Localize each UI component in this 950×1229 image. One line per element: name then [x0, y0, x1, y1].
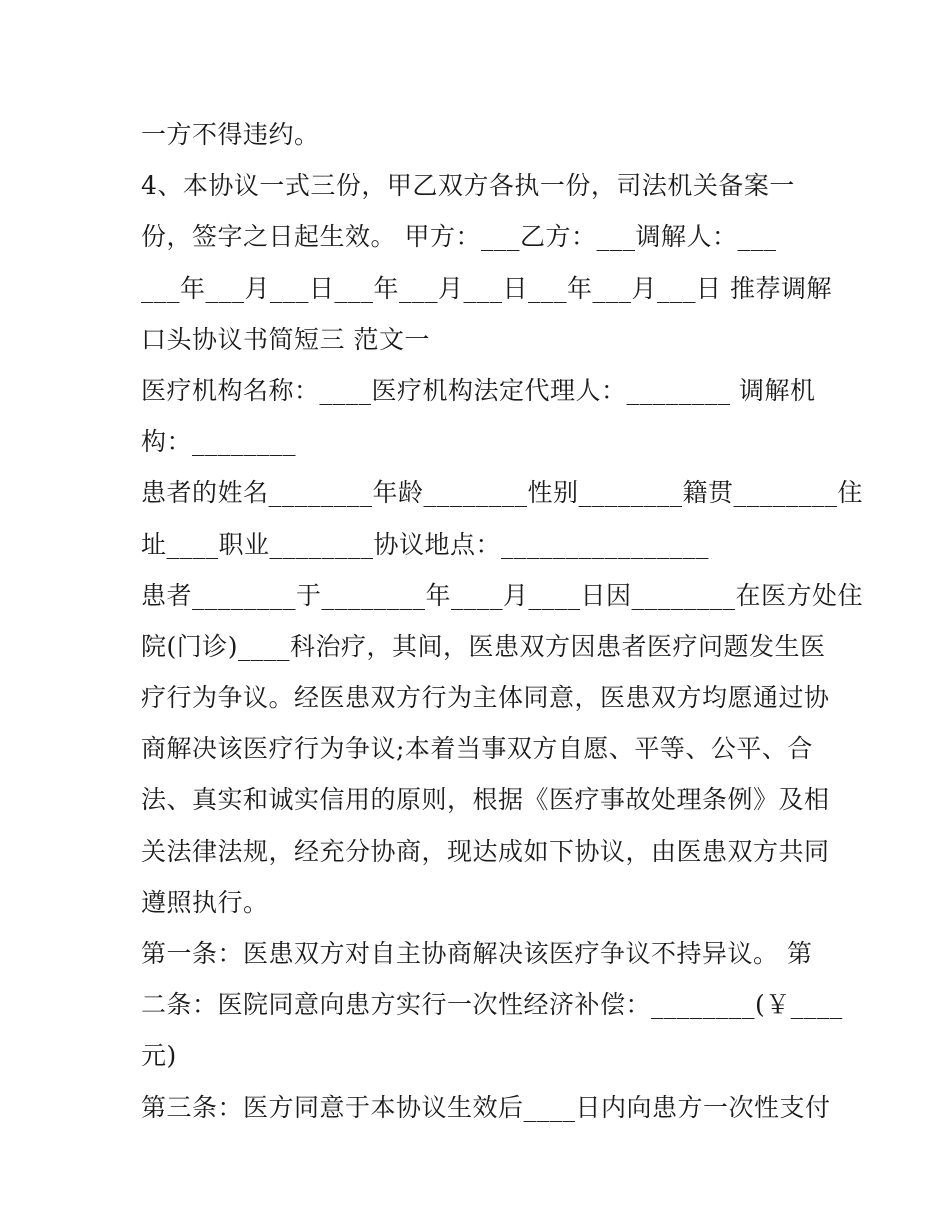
text-line: 元)	[141, 1041, 177, 1071]
text-line: 份，签字之日起生效。 甲方：___乙方：___调解人：___	[141, 222, 777, 252]
text-line: 商解决该医疗行为争议;本着当事双方自愿、平等、公平、合	[141, 734, 813, 764]
text-line: 二条：医院同意向患方实行一次性经济补偿：________(￥____	[141, 990, 843, 1020]
text-line: 4、本协议一式三份，甲乙双方各执一份，司法机关备案一	[141, 171, 795, 201]
text-line: 医疗机构名称：____医疗机构法定代理人：________ 调解机	[141, 375, 816, 405]
text-line: 患者________于________年____月____日因________在医方处住	[141, 580, 864, 610]
text-line: 院(门诊)____科治疗，其间，医患双方因患者医疗问题发生医	[141, 631, 826, 661]
document-body	[141, 109, 864, 1133]
text-line: 址____职业________协议地点：________________	[141, 529, 710, 559]
text-line: 患者的姓名________年龄________性别________籍贯________住	[141, 478, 864, 508]
text-line: 关法律法规，经充分协商，现达成如下协议，由医患双方共同	[141, 836, 830, 866]
text-line: 遵照执行。	[141, 887, 269, 917]
text-line: 口头协议书简短三 范文一	[141, 324, 430, 354]
text-line: 第一条：医患双方对自主协商解决该医疗争议不持异议。 第	[141, 939, 813, 968]
text-line: 一方不得违约。	[141, 120, 320, 149]
text-line: 疗行为争议。经医患双方行为主体同意，医患双方均愿通过协	[141, 683, 830, 713]
text-line: ___年___月___日___年___月___日___年___月___日 推荐调解	[141, 273, 832, 303]
text-line: 第三条：医方同意于本协议生效后____日内向患方一次性支付	[141, 1092, 831, 1122]
text-line: 构：________	[141, 427, 297, 457]
text-line: 法、真实和诚实信用的原则，根据《医疗事故处理条例》及相	[141, 785, 830, 815]
